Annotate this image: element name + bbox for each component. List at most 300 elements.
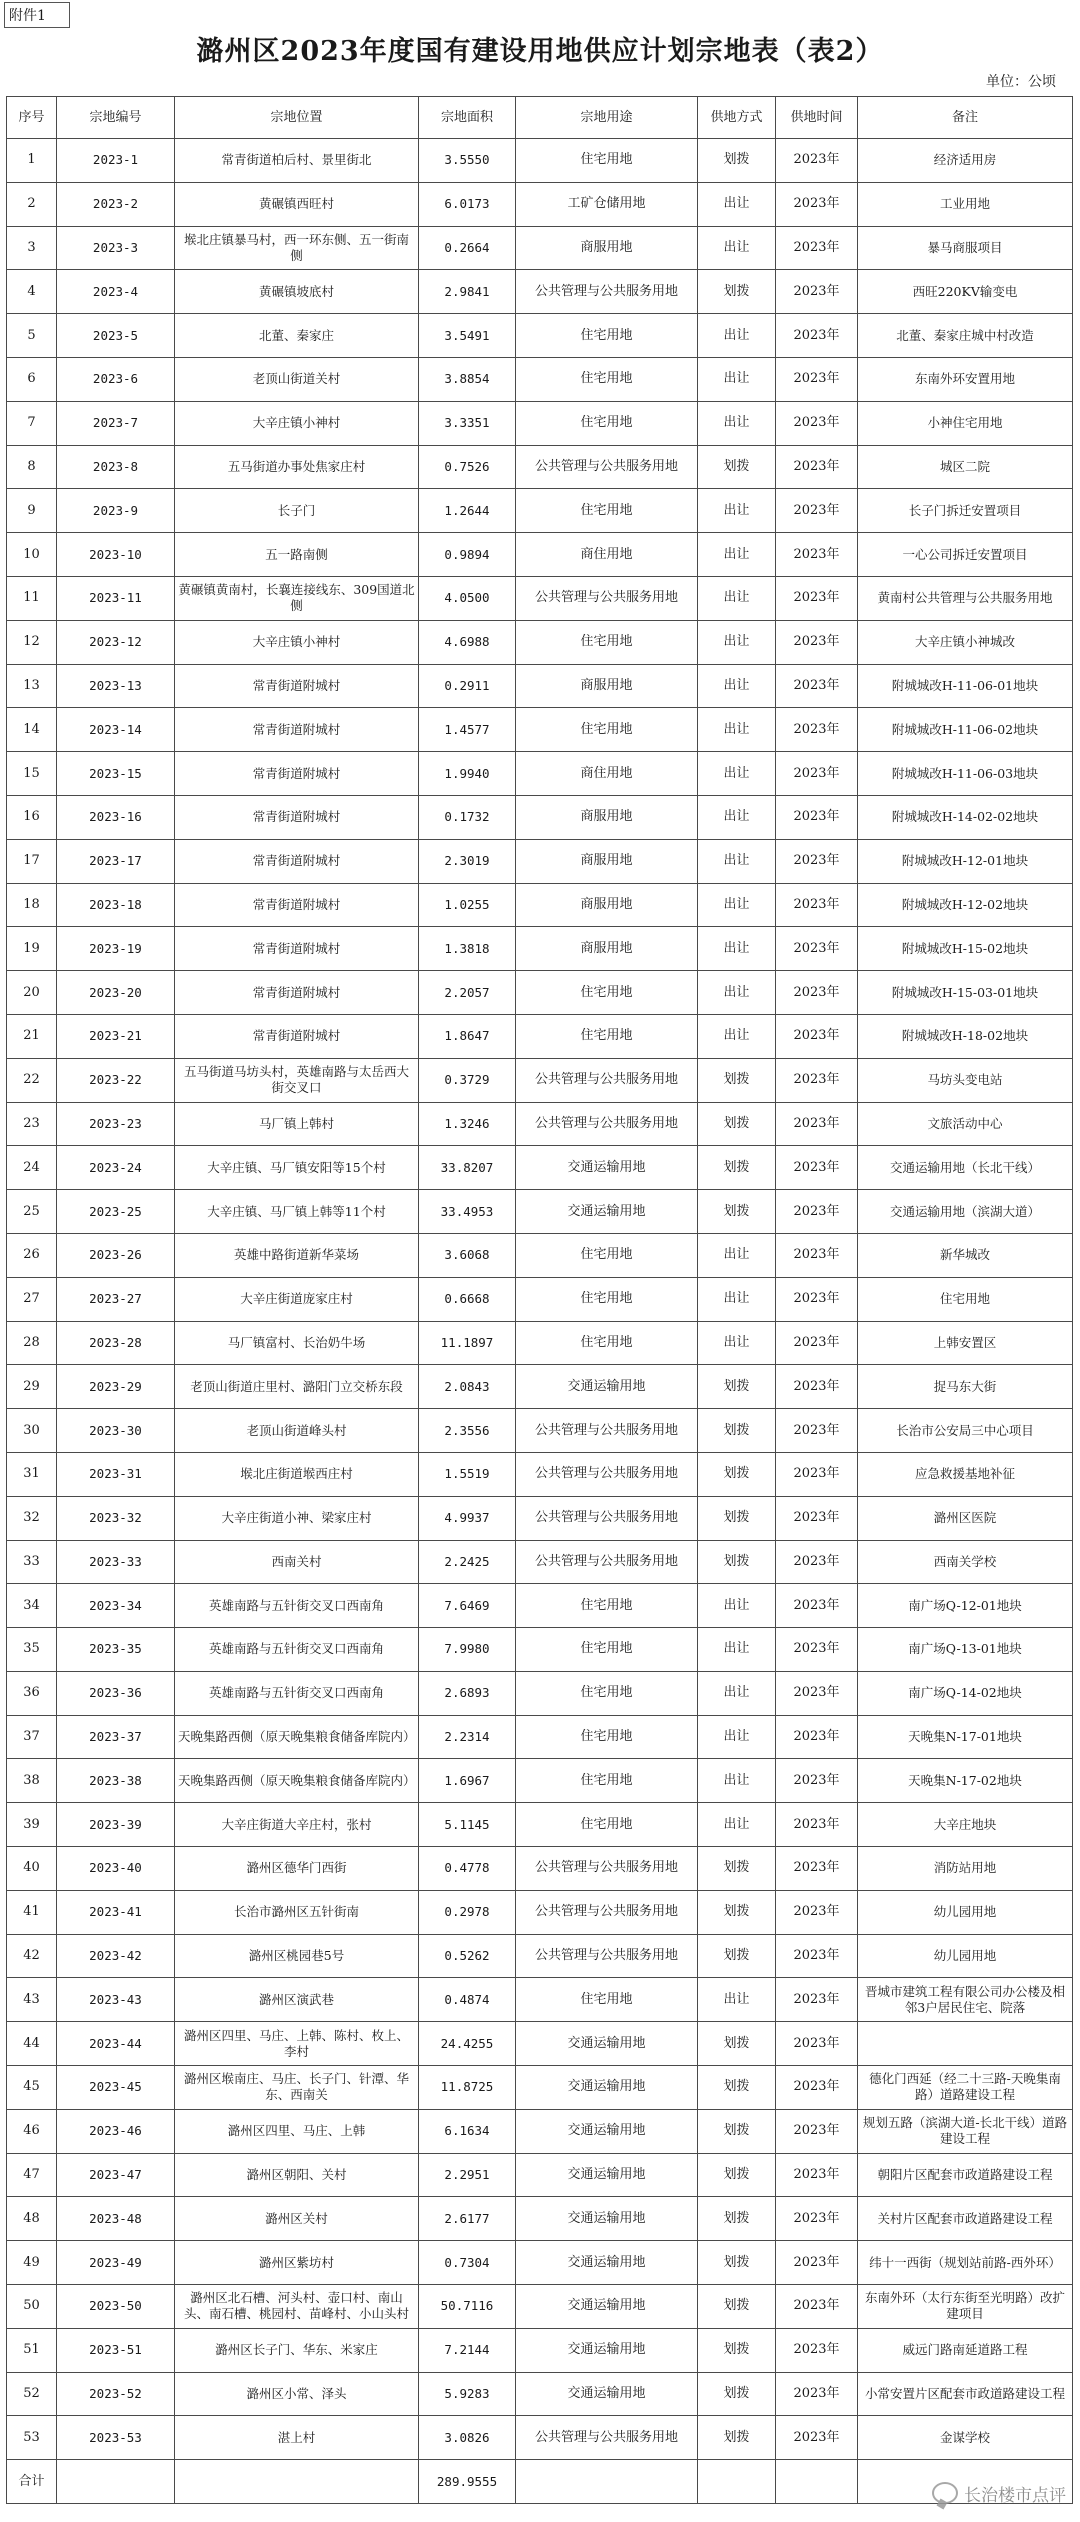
cell-code: 2023-13	[57, 664, 175, 708]
cell-use: 住宅用地	[516, 620, 698, 664]
cell-location: 常青街道柏后村、景里街北	[175, 139, 419, 183]
table-row	[7, 1102, 1073, 1146]
header-area: 宗地面积	[419, 97, 516, 139]
cell-note: 潞州区医院	[858, 1496, 1073, 1540]
cell-time: 2023年	[776, 576, 858, 620]
cell-use: 住宅用地	[516, 357, 698, 401]
cell-method: 出让	[698, 1014, 776, 1058]
cell-location: 常青街道附城村	[175, 1014, 419, 1058]
cell-area: 1.0255	[419, 883, 516, 927]
table-row	[7, 971, 1073, 1015]
cell-code: 2023-25	[57, 1190, 175, 1234]
cell-note: 附城城改H-11-06-03地块	[858, 752, 1073, 796]
table-row	[7, 314, 1073, 358]
cell-use: 住宅用地	[516, 1628, 698, 1672]
cell-area: 1.5519	[419, 1452, 516, 1496]
cell-area: 0.2911	[419, 664, 516, 708]
cell-note: 小常安置片区配套市政道路建设工程	[858, 2372, 1073, 2416]
cell-code: 2023-14	[57, 708, 175, 752]
cell-time: 2023年	[776, 314, 858, 358]
cell-time: 2023年	[776, 1715, 858, 1759]
cell-code: 2023-50	[57, 2285, 175, 2329]
cell-method: 出让	[698, 1671, 776, 1715]
cell-location: 湛上村	[175, 2416, 419, 2460]
cell-area: 0.3729	[419, 1058, 516, 1102]
cell-area: 3.8854	[419, 357, 516, 401]
cell-location: 马厂镇富村、长治奶牛场	[175, 1321, 419, 1365]
cell-location: 老顶山街道关村	[175, 357, 419, 401]
header-note: 备注	[858, 97, 1073, 139]
cell-seq: 47	[7, 2153, 57, 2197]
cell-code: 2023-6	[57, 357, 175, 401]
cell-seq: 6	[7, 357, 57, 401]
cell-use: 住宅用地	[516, 489, 698, 533]
cell-use: 商服用地	[516, 883, 698, 927]
cell-note: 新华城改	[858, 1233, 1073, 1277]
cell-note: 住宅用地	[858, 1277, 1073, 1321]
cell-note: 城区二院	[858, 445, 1073, 489]
table-row	[7, 2285, 1073, 2329]
cell-seq: 48	[7, 2197, 57, 2241]
cell-area: 6.0173	[419, 182, 516, 226]
cell-code: 2023-21	[57, 1014, 175, 1058]
total-empty-location	[175, 2460, 419, 2504]
cell-location: 黄碾镇西旺村	[175, 182, 419, 226]
cell-use: 住宅用地	[516, 1584, 698, 1628]
cell-location: 黄碾镇坡底村	[175, 270, 419, 314]
cell-seq: 43	[7, 1978, 57, 2022]
cell-method: 出让	[698, 226, 776, 270]
cell-seq: 42	[7, 1934, 57, 1978]
cell-location: 潞州区堠南庄、马庄、长子门、针潭、华东、西南关	[175, 2066, 419, 2110]
watermark	[932, 2478, 1066, 2508]
cell-method: 出让	[698, 1715, 776, 1759]
total-empty-code	[57, 2460, 175, 2504]
cell-method: 出让	[698, 708, 776, 752]
cell-seq: 31	[7, 1452, 57, 1496]
table-row	[7, 1847, 1073, 1891]
table-row	[7, 401, 1073, 445]
cell-location: 常青街道附城村	[175, 839, 419, 883]
cell-code: 2023-5	[57, 314, 175, 358]
table-row	[7, 489, 1073, 533]
cell-method: 划拨	[698, 2328, 776, 2372]
cell-note: 北董、秦家庄城中村改造	[858, 314, 1073, 358]
cell-code: 2023-40	[57, 1847, 175, 1891]
table-header-row	[7, 97, 1073, 139]
cell-area: 2.2057	[419, 971, 516, 1015]
cell-note: 上韩安置区	[858, 1321, 1073, 1365]
cell-area: 1.9940	[419, 752, 516, 796]
cell-area: 5.9283	[419, 2372, 516, 2416]
cell-time: 2023年	[776, 1190, 858, 1234]
cell-area: 1.6967	[419, 1759, 516, 1803]
cell-seq: 27	[7, 1277, 57, 1321]
cell-time: 2023年	[776, 1058, 858, 1102]
table-row	[7, 1978, 1073, 2022]
cell-note: 附城城改H-15-02地块	[858, 927, 1073, 971]
cell-method: 划拨	[698, 1452, 776, 1496]
cell-code: 2023-49	[57, 2241, 175, 2285]
cell-time: 2023年	[776, 1803, 858, 1847]
cell-method: 出让	[698, 664, 776, 708]
cell-note: 德化门西延（经二十三路-天晚集南路）道路建设工程	[858, 2066, 1073, 2110]
cell-method: 出让	[698, 1321, 776, 1365]
cell-seq: 41	[7, 1890, 57, 1934]
cell-note: 威远门路南延道路工程	[858, 2328, 1073, 2372]
cell-location: 堠北庄镇暴马村，西一环东侧、五一街南侧	[175, 226, 419, 270]
total-empty-use	[516, 2460, 698, 2504]
cell-area: 5.1145	[419, 1803, 516, 1847]
cell-location: 大辛庄镇、马厂镇上韩等11个村	[175, 1190, 419, 1234]
cell-location: 潞州区德华门西街	[175, 1847, 419, 1891]
cell-method: 划拨	[698, 1365, 776, 1409]
cell-use: 商服用地	[516, 839, 698, 883]
cell-use: 住宅用地	[516, 1715, 698, 1759]
cell-location: 老顶山街道峰头村	[175, 1409, 419, 1453]
cell-seq: 20	[7, 971, 57, 1015]
cell-seq: 22	[7, 1058, 57, 1102]
cell-area: 0.4778	[419, 1847, 516, 1891]
cell-method: 出让	[698, 401, 776, 445]
cell-time: 2023年	[776, 2197, 858, 2241]
cell-use: 住宅用地	[516, 1759, 698, 1803]
cell-use: 交通运输用地	[516, 2328, 698, 2372]
table-row	[7, 1190, 1073, 1234]
cell-time: 2023年	[776, 1146, 858, 1190]
cell-area: 1.2644	[419, 489, 516, 533]
cell-seq: 34	[7, 1584, 57, 1628]
cell-area: 3.3351	[419, 401, 516, 445]
cell-note: 附城城改H-14-02-02地块	[858, 795, 1073, 839]
cell-method: 出让	[698, 489, 776, 533]
cell-code: 2023-2	[57, 182, 175, 226]
table-row	[7, 2416, 1073, 2460]
cell-use: 公共管理与公共服务用地	[516, 1934, 698, 1978]
cell-location: 常青街道附城村	[175, 795, 419, 839]
cell-time: 2023年	[776, 839, 858, 883]
cell-note: 文旅活动中心	[858, 1102, 1073, 1146]
cell-location: 大辛庄街道大辛庄村，张村	[175, 1803, 419, 1847]
cell-code: 2023-12	[57, 620, 175, 664]
watermark-text: 长治楼市点评	[964, 2485, 1066, 2506]
table-row	[7, 2109, 1073, 2153]
cell-code: 2023-42	[57, 1934, 175, 1978]
cell-seq: 44	[7, 2022, 57, 2066]
cell-use: 交通运输用地	[516, 1190, 698, 1234]
cell-code: 2023-31	[57, 1452, 175, 1496]
cell-seq: 26	[7, 1233, 57, 1277]
cell-method: 出让	[698, 752, 776, 796]
cell-method: 出让	[698, 1584, 776, 1628]
cell-location: 五马街道办事处焦家庄村	[175, 445, 419, 489]
cell-location: 西南关村	[175, 1540, 419, 1584]
cell-use: 住宅用地	[516, 1014, 698, 1058]
cell-time: 2023年	[776, 752, 858, 796]
cell-note: 暴马商服项目	[858, 226, 1073, 270]
cell-time: 2023年	[776, 2022, 858, 2066]
cell-method: 出让	[698, 1233, 776, 1277]
cell-time: 2023年	[776, 226, 858, 270]
cell-time: 2023年	[776, 182, 858, 226]
cell-code: 2023-4	[57, 270, 175, 314]
cell-area: 33.4953	[419, 1190, 516, 1234]
table-row	[7, 2066, 1073, 2110]
cell-seq: 28	[7, 1321, 57, 1365]
cell-code: 2023-23	[57, 1102, 175, 1146]
cell-note: 东南外环（太行东街至光明路）改扩建项目	[858, 2285, 1073, 2329]
cell-note: 长子门拆迁安置项目	[858, 489, 1073, 533]
cell-method: 划拨	[698, 1409, 776, 1453]
cell-note: 西南关学校	[858, 1540, 1073, 1584]
cell-time: 2023年	[776, 1233, 858, 1277]
cell-time: 2023年	[776, 971, 858, 1015]
cell-seq: 8	[7, 445, 57, 489]
cell-area: 4.6988	[419, 620, 516, 664]
table-row	[7, 1671, 1073, 1715]
table-row	[7, 1628, 1073, 1672]
cell-area: 3.6068	[419, 1233, 516, 1277]
cell-area: 0.1732	[419, 795, 516, 839]
cell-seq: 51	[7, 2328, 57, 2372]
cell-code: 2023-15	[57, 752, 175, 796]
table-row	[7, 533, 1073, 577]
cell-time: 2023年	[776, 2372, 858, 2416]
cell-seq: 15	[7, 752, 57, 796]
cell-area: 4.9937	[419, 1496, 516, 1540]
appendix-label: 附件1	[4, 2, 70, 28]
cell-seq: 29	[7, 1365, 57, 1409]
cell-area: 11.1897	[419, 1321, 516, 1365]
cell-location: 黄碾镇黄南村，长襄连接线东、309国道北侧	[175, 576, 419, 620]
table-row	[7, 708, 1073, 752]
cell-area: 4.0500	[419, 576, 516, 620]
cell-note: 一心公司拆迁安置项目	[858, 533, 1073, 577]
cell-use: 住宅用地	[516, 708, 698, 752]
table-row	[7, 752, 1073, 796]
table-row	[7, 664, 1073, 708]
cell-code: 2023-53	[57, 2416, 175, 2460]
cell-use: 商服用地	[516, 795, 698, 839]
cell-time: 2023年	[776, 401, 858, 445]
cell-location: 堠北庄街道堠西庄村	[175, 1452, 419, 1496]
cell-method: 出让	[698, 1803, 776, 1847]
cell-use: 交通运输用地	[516, 1146, 698, 1190]
cell-note	[858, 2022, 1073, 2066]
cell-location: 长治市潞州区五针街南	[175, 1890, 419, 1934]
cell-area: 24.4255	[419, 2022, 516, 2066]
cell-area: 2.2951	[419, 2153, 516, 2197]
cell-location: 常青街道附城村	[175, 927, 419, 971]
cell-code: 2023-20	[57, 971, 175, 1015]
cell-area: 7.9980	[419, 1628, 516, 1672]
cell-method: 划拨	[698, 2372, 776, 2416]
cell-time: 2023年	[776, 2109, 858, 2153]
cell-location: 天晚集路西侧（原天晚集粮食储备库院内）	[175, 1759, 419, 1803]
cell-time: 2023年	[776, 1890, 858, 1934]
cell-note: 附城城改H-18-02地块	[858, 1014, 1073, 1058]
cell-seq: 36	[7, 1671, 57, 1715]
cell-method: 出让	[698, 576, 776, 620]
cell-seq: 3	[7, 226, 57, 270]
cell-method: 划拨	[698, 1102, 776, 1146]
cell-use: 交通运输用地	[516, 2197, 698, 2241]
table-row	[7, 139, 1073, 183]
cell-code: 2023-7	[57, 401, 175, 445]
table-row	[7, 1934, 1073, 1978]
cell-use: 公共管理与公共服务用地	[516, 1409, 698, 1453]
cell-method: 划拨	[698, 1190, 776, 1234]
table-row	[7, 620, 1073, 664]
cell-note: 天晚集N-17-02地块	[858, 1759, 1073, 1803]
cell-seq: 17	[7, 839, 57, 883]
cell-note: 黄南村公共管理与公共服务用地	[858, 576, 1073, 620]
cell-seq: 1	[7, 139, 57, 183]
cell-method: 划拨	[698, 1934, 776, 1978]
cell-use: 公共管理与公共服务用地	[516, 445, 698, 489]
cell-area: 3.0826	[419, 2416, 516, 2460]
cell-method: 划拨	[698, 1058, 776, 1102]
cell-code: 2023-16	[57, 795, 175, 839]
cell-area: 0.5262	[419, 1934, 516, 1978]
cell-area: 1.3246	[419, 1102, 516, 1146]
cell-seq: 35	[7, 1628, 57, 1672]
cell-time: 2023年	[776, 1540, 858, 1584]
cell-note: 南广场Q-12-01地块	[858, 1584, 1073, 1628]
cell-note: 南广场Q-13-01地块	[858, 1628, 1073, 1672]
cell-method: 划拨	[698, 139, 776, 183]
cell-location: 常青街道附城村	[175, 971, 419, 1015]
cell-code: 2023-36	[57, 1671, 175, 1715]
cell-location: 潞州区桃园巷5号	[175, 1934, 419, 1978]
header-seq: 序号	[7, 97, 57, 139]
cell-area: 2.2425	[419, 1540, 516, 1584]
table-row	[7, 1759, 1073, 1803]
land-supply-table	[6, 96, 1073, 2504]
header-time: 供地时间	[776, 97, 858, 139]
cell-seq: 49	[7, 2241, 57, 2285]
cell-use: 交通运输用地	[516, 1365, 698, 1409]
cell-note: 大辛庄镇小神城改	[858, 620, 1073, 664]
cell-area: 0.2978	[419, 1890, 516, 1934]
cell-code: 2023-8	[57, 445, 175, 489]
cell-location: 英雄南路与五针街交叉口西南角	[175, 1671, 419, 1715]
cell-time: 2023年	[776, 2285, 858, 2329]
cell-location: 潞州区四里、马庄、上韩	[175, 2109, 419, 2153]
cell-code: 2023-29	[57, 1365, 175, 1409]
cell-note: 消防站用地	[858, 1847, 1073, 1891]
table-row	[7, 795, 1073, 839]
cell-location: 英雄中路街道新华菜场	[175, 1233, 419, 1277]
table-row	[7, 1321, 1073, 1365]
cell-use: 交通运输用地	[516, 2153, 698, 2197]
cell-use: 交通运输用地	[516, 2066, 698, 2110]
cell-time: 2023年	[776, 883, 858, 927]
cell-seq: 11	[7, 576, 57, 620]
cell-use: 住宅用地	[516, 1978, 698, 2022]
table-row	[7, 1146, 1073, 1190]
cell-note: 幼儿园用地	[858, 1934, 1073, 1978]
table-row	[7, 883, 1073, 927]
cell-note: 小神住宅用地	[858, 401, 1073, 445]
cell-location: 大辛庄镇小神村	[175, 401, 419, 445]
header-method: 供地方式	[698, 97, 776, 139]
cell-area: 0.9894	[419, 533, 516, 577]
cell-use: 公共管理与公共服务用地	[516, 270, 698, 314]
chat-bubble-icon	[932, 2482, 958, 2504]
cell-location: 常青街道附城村	[175, 664, 419, 708]
cell-seq: 46	[7, 2109, 57, 2153]
cell-seq: 25	[7, 1190, 57, 1234]
cell-use: 公共管理与公共服务用地	[516, 1452, 698, 1496]
cell-seq: 33	[7, 1540, 57, 1584]
cell-seq: 13	[7, 664, 57, 708]
cell-time: 2023年	[776, 2328, 858, 2372]
table-row	[7, 2372, 1073, 2416]
cell-seq: 30	[7, 1409, 57, 1453]
cell-time: 2023年	[776, 1934, 858, 1978]
cell-use: 交通运输用地	[516, 2372, 698, 2416]
cell-use: 住宅用地	[516, 1277, 698, 1321]
header-location: 宗地位置	[175, 97, 419, 139]
cell-code: 2023-37	[57, 1715, 175, 1759]
total-empty-method	[698, 2460, 776, 2504]
cell-code: 2023-35	[57, 1628, 175, 1672]
cell-location: 五马街道马坊头村，英雄南路与太岳西大街交叉口	[175, 1058, 419, 1102]
cell-seq: 21	[7, 1014, 57, 1058]
table-row	[7, 927, 1073, 971]
total-row	[7, 2460, 1073, 2504]
table-row	[7, 1584, 1073, 1628]
cell-method: 划拨	[698, 1496, 776, 1540]
cell-note: 交通运输用地（长北干线）	[858, 1146, 1073, 1190]
cell-time: 2023年	[776, 1847, 858, 1891]
cell-seq: 40	[7, 1847, 57, 1891]
cell-time: 2023年	[776, 270, 858, 314]
cell-use: 住宅用地	[516, 1671, 698, 1715]
cell-code: 2023-44	[57, 2022, 175, 2066]
cell-location: 英雄南路与五针街交叉口西南角	[175, 1584, 419, 1628]
header-use: 宗地用途	[516, 97, 698, 139]
cell-method: 划拨	[698, 1890, 776, 1934]
cell-time: 2023年	[776, 1102, 858, 1146]
cell-seq: 5	[7, 314, 57, 358]
cell-method: 出让	[698, 795, 776, 839]
cell-method: 划拨	[698, 2066, 776, 2110]
cell-area: 50.7116	[419, 2285, 516, 2329]
cell-method: 划拨	[698, 2285, 776, 2329]
cell-time: 2023年	[776, 357, 858, 401]
cell-location: 潞州区朝阳、关村	[175, 2153, 419, 2197]
cell-method: 划拨	[698, 270, 776, 314]
cell-note: 金谋学校	[858, 2416, 1073, 2460]
cell-location: 马厂镇上韩村	[175, 1102, 419, 1146]
cell-seq: 10	[7, 533, 57, 577]
cell-area: 33.8207	[419, 1146, 516, 1190]
cell-note: 朝阳片区配套市政道路建设工程	[858, 2153, 1073, 2197]
total-empty-time	[776, 2460, 858, 2504]
table-row	[7, 1540, 1073, 1584]
cell-method: 出让	[698, 1628, 776, 1672]
table-row	[7, 445, 1073, 489]
cell-location: 英雄南路与五针街交叉口西南角	[175, 1628, 419, 1672]
cell-time: 2023年	[776, 2066, 858, 2110]
cell-time: 2023年	[776, 1496, 858, 1540]
cell-note: 附城城改H-11-06-01地块	[858, 664, 1073, 708]
cell-time: 2023年	[776, 445, 858, 489]
total-area: 289.9555	[419, 2460, 516, 2504]
table-row	[7, 2153, 1073, 2197]
